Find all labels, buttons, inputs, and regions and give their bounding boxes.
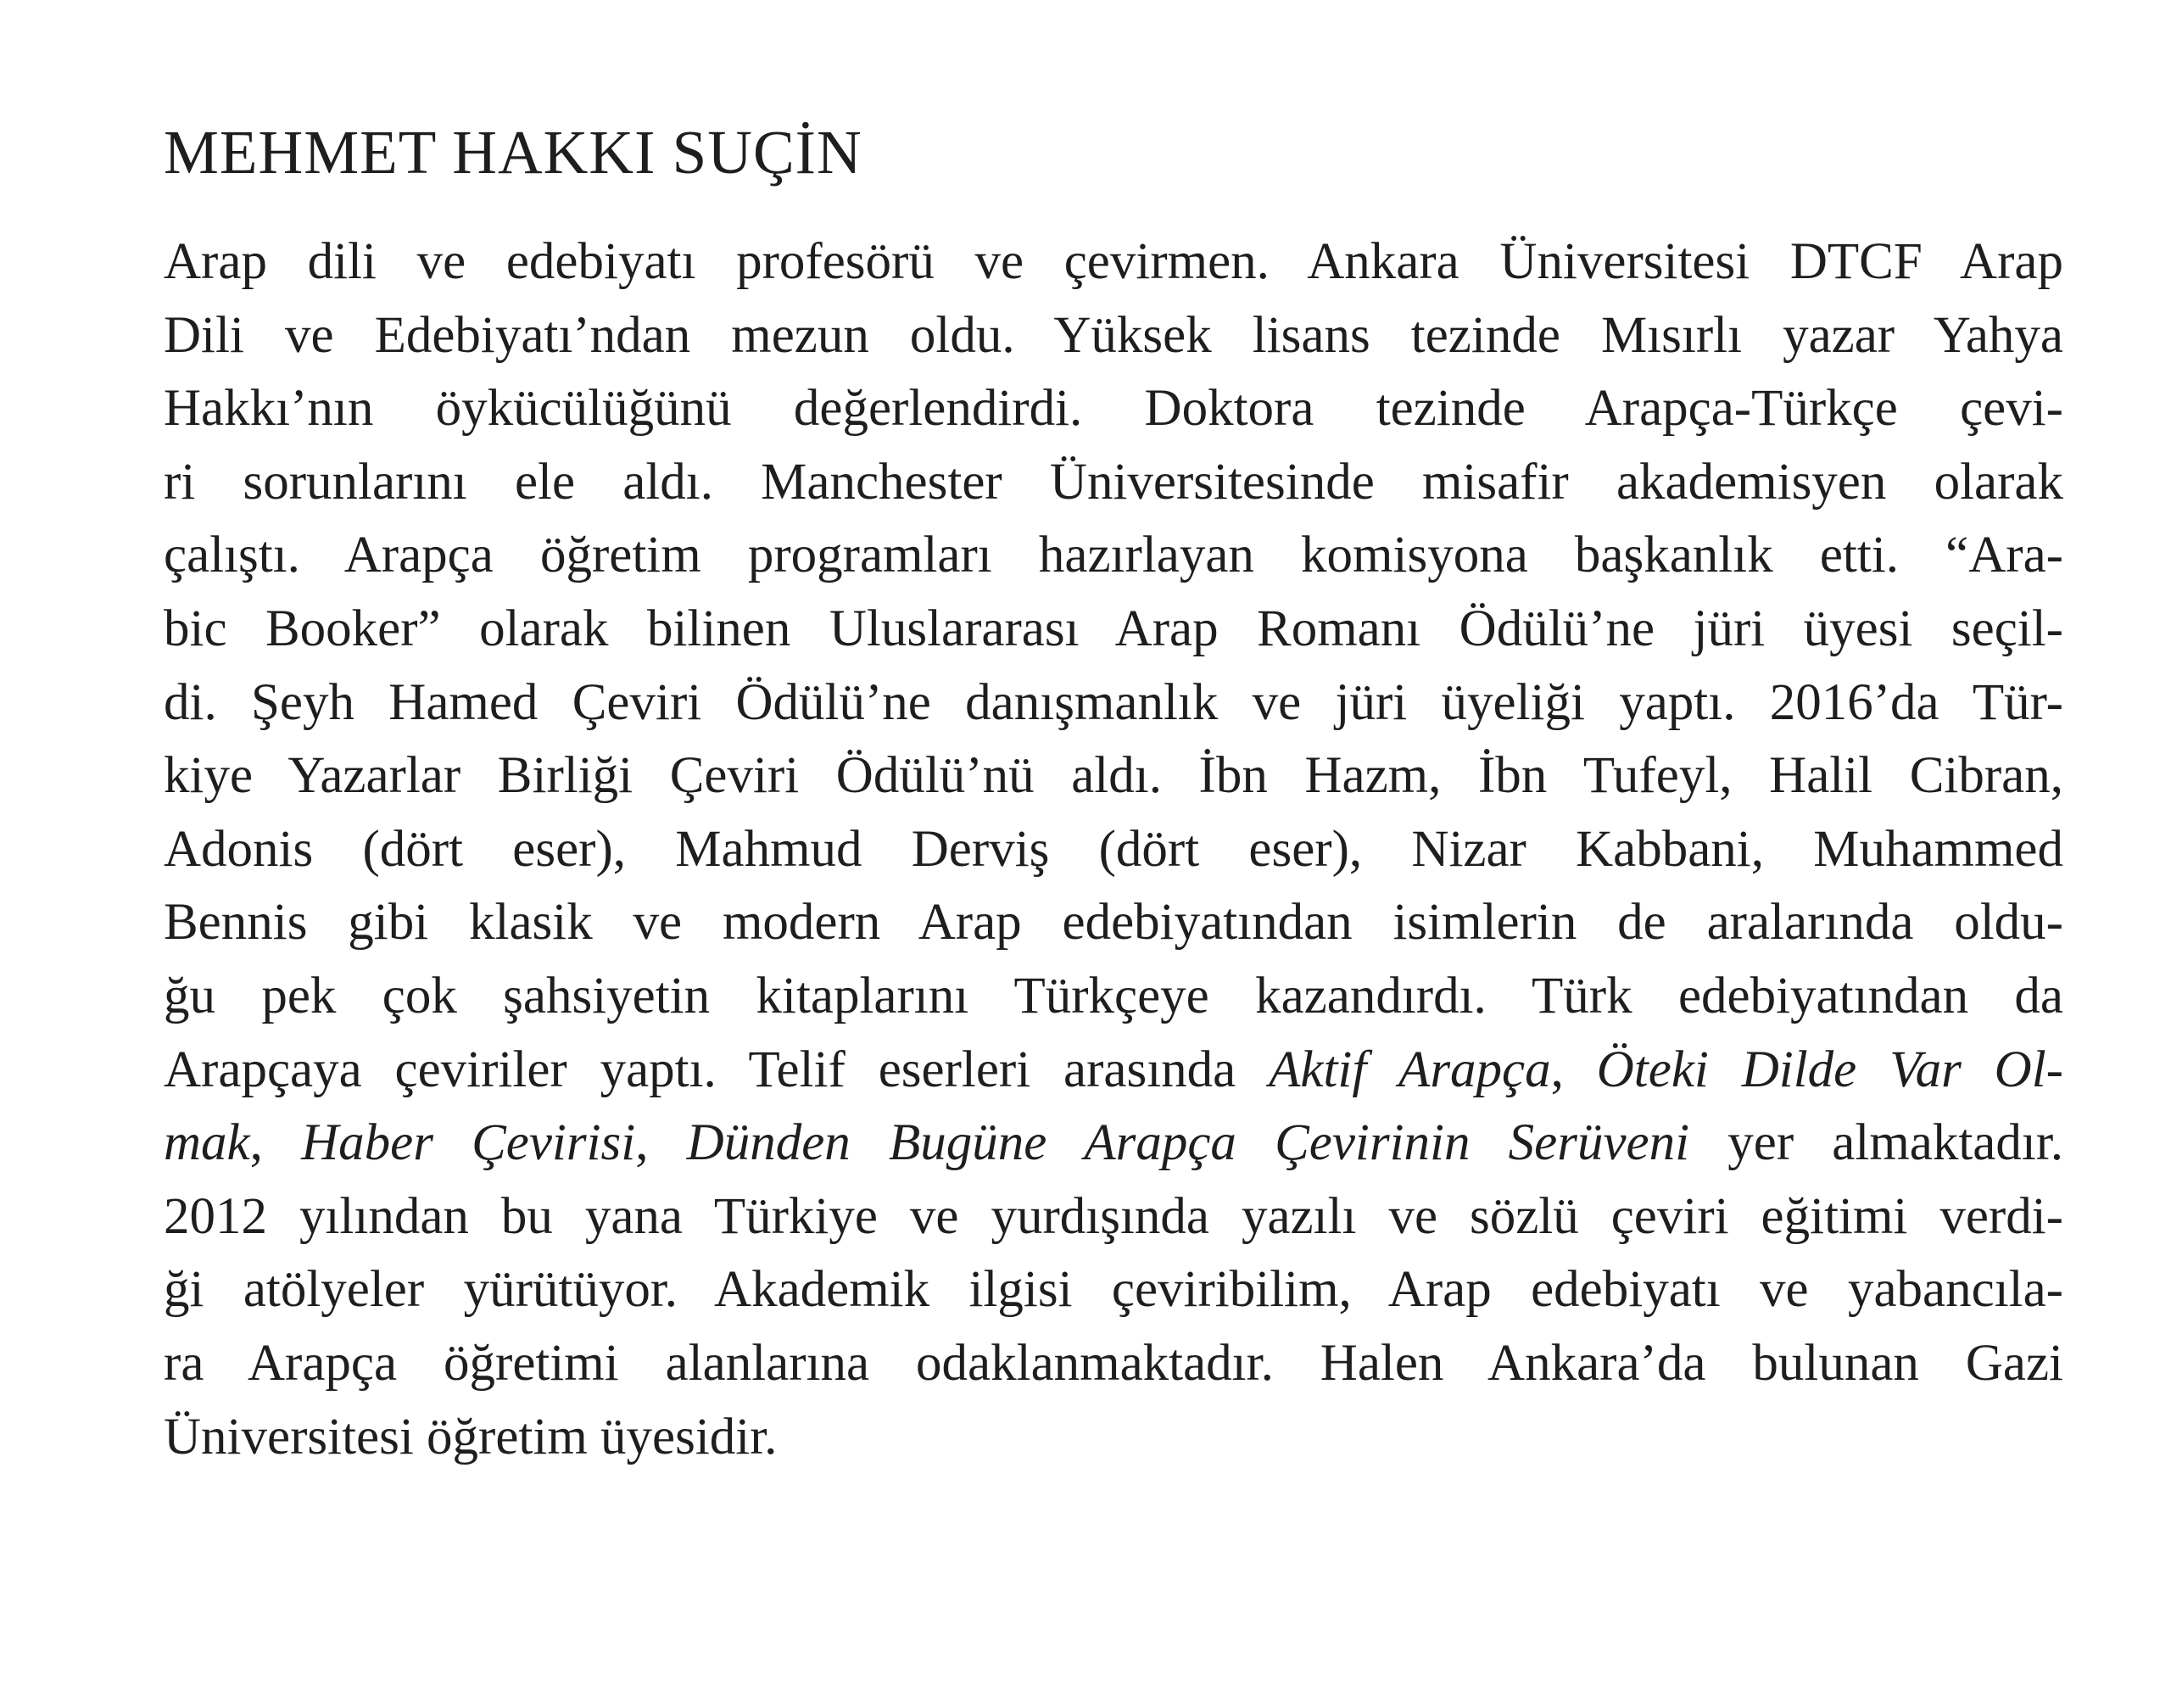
bio-line: ği atölyeler yürütüyor. Akademik ilgisi çeviribilim, Arap edebiyatı ve yabancıla- — [164, 1261, 2063, 1319]
bio-line: Dili ve Edebiyatı’ndan mezun oldu. Yüksek lisans tezinde Mısırlı yazar Yahya — [164, 306, 2063, 364]
book-title: Haber Çevirisi — [301, 1114, 636, 1172]
bio-text: Arapçaya çeviriler yaptı. Telif eserleri arasında — [164, 1041, 1270, 1098]
bio-line: ra Arapça öğretimi alanlarına odaklanmaktadır. Halen Ankara’da bulunan Gazi — [164, 1334, 2063, 1392]
author-biography — [164, 226, 2063, 1474]
bio-line-with-titles — [164, 1107, 2063, 1181]
bio-line: Üniversitesi öğretim üyesidir. — [164, 1408, 778, 1465]
book-title: Dünden Bugüne Arapça Çevirinin Serüveni — [686, 1114, 1690, 1172]
book-title: Öteki Dilde Var Ol- — [1596, 1041, 2063, 1098]
bio-line: Arap dili ve edebiyatı profesörü ve çevirmen. Ankara Üniversitesi DTCF Arap — [164, 233, 2063, 290]
bio-line: Bennis gibi klasik ve modern Arap edebiyatından isimlerin de aralarında oldu- — [164, 894, 2063, 952]
bio-text: yer almaktadır. — [1689, 1114, 2064, 1172]
bio-text: , — [635, 1114, 687, 1172]
bio-line: ri sorunlarını ele aldı. Manchester Üniversitesinde misafir akademisyen olarak — [164, 453, 2063, 511]
bio-line: çalıştı. Arapça öğretim programları hazırlayan komisyona başkanlık etti. “Ara- — [164, 527, 2063, 584]
bio-line-with-titles — [164, 1034, 2063, 1108]
author-name-heading: MEHMET HAKKI SUÇİN — [164, 118, 862, 187]
book-title: mak — [164, 1114, 250, 1172]
bio-line: di. Şeyh Hamed Çeviri Ödülü’ne danışmanlık ve jüri üyeliği yaptı. 2016’da Tür- — [164, 673, 2063, 731]
bio-line: 2012 yılından bu yana Türkiye ve yurdışında yazılı ve sözlü çeviri eğitimi verdi- — [164, 1187, 2063, 1245]
bio-line: Adonis (dört eser), Mahmud Derviş (dört eser), Nizar Kabbani, Muhammed — [164, 820, 2063, 878]
bio-line: Hakkı’nın öykücülüğünü değerlendirdi. Doktora tezinde Arapça-Türkçe çevi- — [164, 380, 2063, 438]
bio-line: kiye Yazarlar Birliği Çeviri Ödülü’nü aldı. İbn Hazm, İbn Tufeyl, Halil Cibran, — [164, 747, 2063, 805]
bio-text: , — [1550, 1041, 1597, 1098]
bio-line: bic Booker” olarak bilinen Uluslararası Arap Romanı Ödülü’ne jüri üyesi seçil- — [164, 600, 2063, 657]
book-title: Aktif Arapça — [1269, 1041, 1551, 1098]
bio-text: , — [249, 1114, 302, 1172]
bio-line: ğu pek çok şahsiyetin kitaplarını Türkçeye kazandırdı. Türk edebiyatından da — [164, 967, 2063, 1024]
